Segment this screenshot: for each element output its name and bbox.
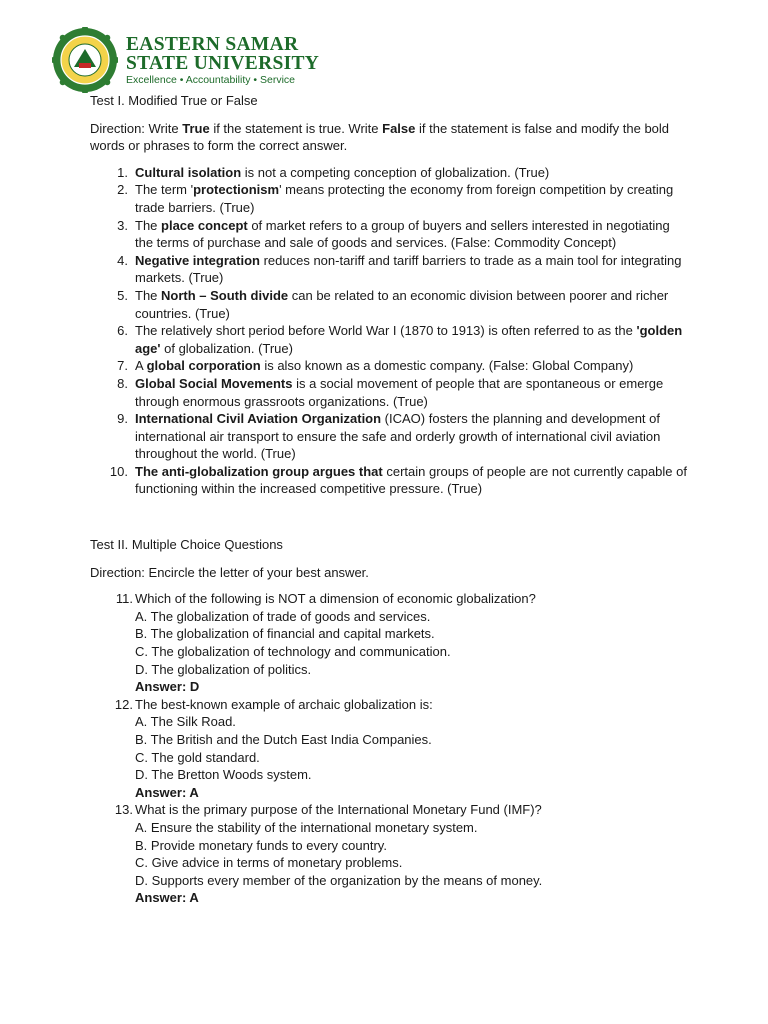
item-bold-term: International Civil Aviation Organization: [135, 411, 382, 427]
item-text: [135, 164, 690, 182]
item-bold-term: Cultural isolation: [135, 164, 242, 180]
item-number: 6.: [117, 323, 128, 339]
mc-question: [90, 696, 690, 802]
item-number: 8.: [117, 375, 128, 391]
university-name-line1: EASTERN SAMAR: [126, 34, 299, 55]
tf-item: [90, 217, 690, 252]
direction-text: Direction: Write: [90, 120, 183, 136]
university-seal-icon: [52, 27, 118, 93]
tf-item: [90, 375, 690, 410]
tf-item: [90, 287, 690, 322]
item-text: [135, 375, 690, 410]
test1-title: Test I. Modified True or False: [90, 93, 258, 108]
item-bold-term: protectionism: [193, 182, 280, 198]
answer-option: C. Give advice in terms of monetary problems.: [135, 855, 403, 871]
answer-option: D. The Bretton Woods system.: [135, 767, 312, 783]
item-text: [135, 357, 690, 375]
item-text-part: of market refers to a group of buyers and sellers interested in negotiating the terms of purchase and sale of goods and services. (False: Commodity Concept): [135, 217, 670, 251]
answer-key: Answer: D: [135, 679, 200, 695]
direction-text: if the statement is true. Write: [209, 120, 383, 136]
tf-item: [90, 164, 690, 182]
tf-item: [90, 357, 690, 375]
answer-option: B. Provide monetary funds to every country.: [135, 837, 387, 853]
university-name-line2: STATE UNIVERSITY: [126, 53, 320, 74]
item-text: [135, 463, 690, 498]
question-text: The best-known example of archaic globalization is:: [135, 696, 433, 712]
question-number: 11.: [115, 591, 133, 607]
answer-option: D. The globalization of politics.: [135, 661, 312, 677]
item-text-part: ' means protecting the economy from foreign competition by creating trade barriers. (True): [135, 182, 674, 215]
item-text-part: A: [135, 358, 147, 374]
item-bold-term: place concept: [161, 217, 248, 233]
item-bold-term: Global Social Movements: [135, 375, 293, 391]
item-bold-term: The anti-globalization group argues that: [135, 463, 383, 479]
direction-false: False: [382, 120, 416, 136]
question-text: What is the primary purpose of the International Monetary Fund (IMF)?: [135, 802, 542, 818]
item-number: 9.: [117, 411, 128, 427]
item-text-part: is a social movement of people that are spontaneous or emerge through enormous grassroots organizations. (True): [135, 375, 664, 409]
question-body: [135, 590, 690, 696]
test2-title: Test II. Multiple Choice Questions: [90, 537, 283, 553]
item-text: [135, 181, 690, 216]
item-bold-term: 'golden age': [135, 323, 683, 356]
answer-key: Answer: A: [135, 890, 199, 906]
item-text: [135, 287, 690, 322]
item-bold-term: Negative integration: [135, 252, 260, 268]
tf-item: [90, 181, 690, 216]
answer-option: B. The globalization of financial and capital markets.: [135, 626, 435, 642]
item-text: [135, 217, 690, 252]
answer-option: D. Supports every member of the organization by the means of money.: [135, 872, 543, 888]
item-bold-term: global corporation: [146, 358, 261, 374]
item-number: 4.: [117, 252, 128, 268]
answer-option: A. The globalization of trade of goods and services.: [135, 608, 431, 624]
direction-text: if the statement is false and modify the bold words or phrases to form the correct answer.: [90, 120, 670, 154]
answer-option: C. The globalization of technology and communication.: [135, 644, 451, 660]
answer-option: A. The Silk Road.: [135, 714, 236, 730]
mc-question: [90, 590, 690, 696]
question-number: 13.: [114, 802, 133, 818]
test1-list: [90, 164, 690, 498]
tf-item: [90, 322, 690, 357]
item-text: [135, 322, 690, 357]
question-text: Which of the following is NOT a dimension of economic globalization?: [135, 591, 536, 607]
tf-item: [90, 410, 690, 463]
tf-item: [90, 252, 690, 287]
item-text-part: certain groups of people are not currently capable of functioning within the increased competitive pressure. (True): [135, 463, 687, 497]
item-number: 1.: [117, 164, 128, 180]
item-number: 3.: [117, 217, 128, 233]
item-number: 2.: [117, 182, 128, 198]
answer-option: A. Ensure the stability of the international monetary system.: [135, 819, 478, 835]
item-text: [135, 252, 690, 287]
test2-list: [90, 590, 690, 907]
item-text-part: is also known as a domestic company. (False: Global Company): [260, 358, 634, 374]
item-text-part: (ICAO) fosters the planning and development of international air transport to ensure the safe and orderly growth of international civil aviation throughout the world. (True): [135, 411, 661, 462]
item-number: 10.: [109, 463, 128, 479]
item-text: [135, 410, 690, 463]
direction-true: True: [182, 120, 210, 136]
item-text-part: of globalization. (True): [160, 340, 293, 356]
item-text-part: can be related to an economic division between poorer and richer countries. (True): [135, 287, 669, 321]
document-body: [90, 92, 690, 907]
university-motto: Excellence • Accountability • Service: [126, 74, 296, 86]
item-text-part: The relatively short period before World War I (1870 to 1913) is often referred to as the: [135, 323, 637, 339]
item-text-part: is not a competing conception of globalization. (True): [241, 164, 550, 180]
item-number: 7.: [117, 358, 128, 374]
item-text-part: reduces non-tariff and tariff barriers to trade as a main tool for integrating markets. (True): [135, 252, 682, 286]
item-bold-term: North – South divide: [161, 287, 289, 303]
test2-direction: Direction: Encircle the letter of your best answer.: [90, 564, 369, 580]
test1-direction: [90, 120, 690, 155]
item-text-part: The: [135, 287, 162, 303]
item-text-part: The: [135, 217, 162, 233]
question-number: 12.: [114, 696, 133, 712]
question-body: [135, 801, 690, 907]
answer-key: Answer: A: [135, 784, 199, 800]
answer-option: C. The gold standard.: [135, 749, 260, 765]
mc-question: [90, 801, 690, 907]
item-text-part: The term ': [135, 182, 194, 198]
tf-item: [90, 463, 690, 498]
document-header: [52, 28, 319, 92]
answer-option: B. The British and the Dutch East India Companies.: [135, 732, 432, 747]
university-name-block: [126, 35, 319, 87]
item-number: 5.: [117, 287, 128, 303]
question-body: [135, 696, 690, 802]
